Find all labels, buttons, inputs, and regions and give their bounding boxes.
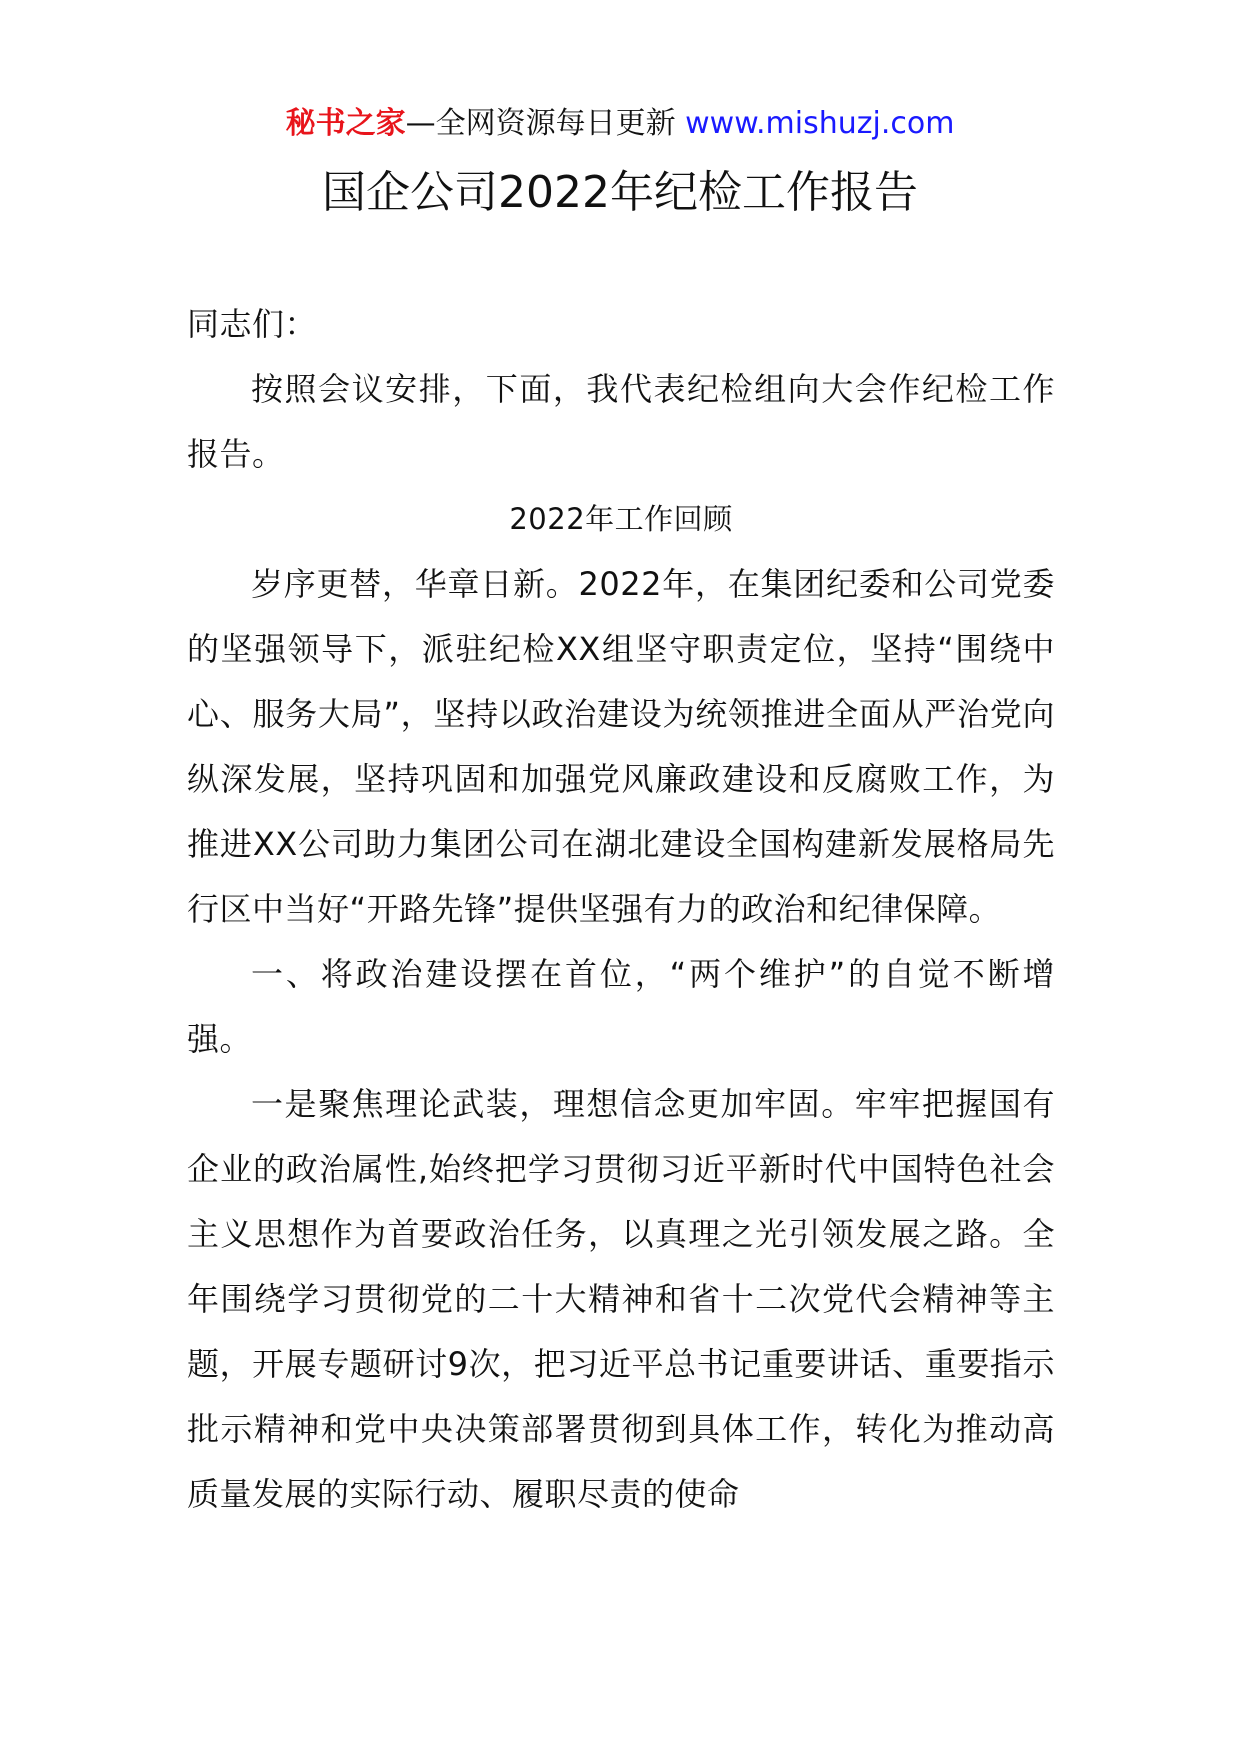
site-banner: [0, 100, 1240, 148]
document-title: 国企公司2022年纪检工作报告: [322, 167, 918, 218]
opening-paragraph: 按照会议安排，下面，我代表纪检组向大会作纪检工作报告。: [187, 370, 1055, 473]
review-paragraph: 岁序更替，华章日新。2022年，在集团纪委和公司党委的坚强领导下，派驻纪检XX组坚守职责定位，坚持“围绕中心、服务大局”，坚持以政治建设为统领推进全面从严治党向纵深发展，坚持巩固和加强党风廉政建设和反腐败工作，为推进XX公司助力集团公司在湖北建设全国构建新发展格局先行区中当好“开路先锋”提供坚强有力的政治和纪律保障。: [187, 565, 1055, 928]
subsection-heading: 一、将政治建设摆在首位，“两个维护”的自觉不断增强。: [187, 955, 1055, 1058]
banner-brand: 秘书之家: [285, 106, 406, 141]
banner-tagline: —全网资源每日更新: [405, 106, 676, 141]
point-one-paragraph: 一是聚焦理论武装，理想信念更加牢固。牢牢把握国有企业的政治属性,始终把学习贯彻习近平新时代中国特色社会主义思想作为首要政治任务，以真理之光引领发展之路。全年围绕学习贯彻党的二十大精神和省十二次党代会精神等主题，开展专题研讨9次，把习近平总书记重要讲话、重要指示批示精神和党中央决策部署贯彻到具体工作，转化为推动高质量发展的实际行动、履职尽责的使命: [187, 1085, 1055, 1513]
document-body: [187, 292, 1055, 1527]
greeting: 同志们：: [187, 305, 318, 343]
banner-url-link[interactable]: www.mishuzj.com: [685, 106, 955, 141]
section-heading: 2022年工作回顾: [509, 502, 733, 536]
